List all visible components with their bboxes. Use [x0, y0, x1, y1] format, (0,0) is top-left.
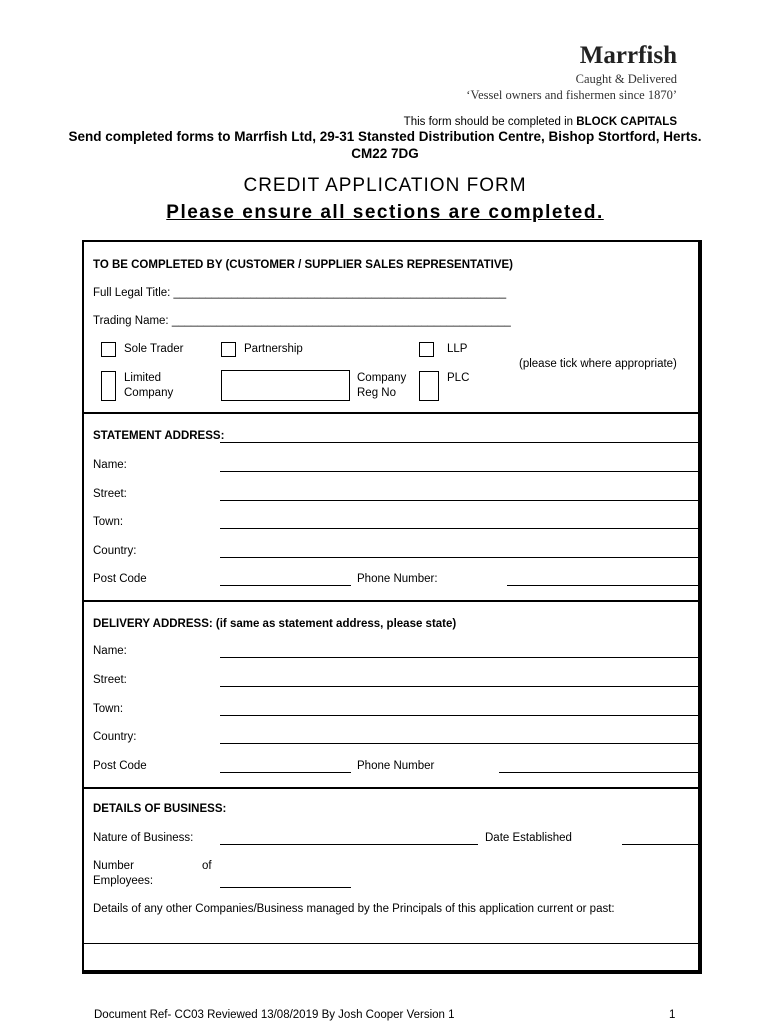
limited-company-checkbox[interactable]: [101, 371, 116, 401]
company-reg-no-input[interactable]: [221, 370, 350, 401]
delivery-country-label: Country:: [93, 731, 137, 743]
sole-trader-label: Sole Trader: [124, 343, 184, 355]
delivery-name-input[interactable]: [220, 657, 698, 658]
block-capitals-instruction: [404, 116, 677, 128]
statement-country-input[interactable]: [220, 557, 698, 558]
statement-name-label: Name:: [93, 459, 127, 471]
send-to-address: Send completed forms to Marrfish Ltd, 29-31 Stansted Distribution Centre, Bishop Stortford, Herts. CM22 7DG: [68, 129, 702, 161]
document-reference: Document Ref- CC03 Reviewed 13/08/2019 By Josh Cooper Version 1: [94, 1009, 455, 1021]
section-divider: [84, 412, 698, 414]
instruction-emphasis: BLOCK CAPITALS: [576, 116, 677, 128]
brand-name: Marrfish: [579, 42, 677, 69]
details-of-business-heading: DETAILS OF BUSINESS:: [93, 803, 227, 815]
section-divider: [84, 600, 698, 602]
nature-of-business-input[interactable]: [220, 844, 478, 845]
section-customer-heading: TO BE COMPLETED BY (CUSTOMER / SUPPLIER SALES REPRESENTATIVE): [93, 259, 514, 271]
tagline-since: ‘Vessel owners and fishermen since 1870’: [466, 88, 677, 102]
nature-of-business-label: Nature of Business:: [93, 832, 194, 844]
other-companies-label: Details of any other Companies/Business managed by the Principals of this application current or past:: [93, 903, 615, 915]
statement-postcode-label: Post Code: [93, 573, 147, 585]
delivery-town-input[interactable]: [220, 715, 698, 716]
delivery-phone-label: Phone Number: [357, 760, 435, 772]
tagline: Caught & Delivered: [575, 72, 677, 86]
statement-postcode-input[interactable]: [220, 585, 351, 586]
statement-street-label: Street:: [93, 488, 127, 500]
delivery-street-label: Street:: [93, 674, 127, 686]
credit-application-form: [82, 240, 702, 974]
instruction-prefix: This form should be completed in: [403, 116, 577, 128]
number-of-employees-input[interactable]: [220, 887, 351, 888]
sole-trader-checkbox[interactable]: [101, 342, 116, 357]
plc-label: PLC: [447, 372, 470, 384]
statement-phone-input[interactable]: [507, 585, 698, 586]
delivery-street-input[interactable]: [220, 686, 698, 687]
delivery-country-input[interactable]: [220, 743, 698, 744]
statement-town-input[interactable]: [220, 528, 698, 529]
form-subtitle: Please ensure all sections are completed.: [166, 202, 604, 223]
section-divider: [84, 787, 698, 789]
delivery-address-heading: DELIVERY ADDRESS: (if same as statement address, please state): [93, 618, 457, 630]
of-label: of: [202, 860, 212, 872]
statement-town-label: Town:: [93, 516, 124, 528]
statement-name-input[interactable]: [220, 471, 698, 472]
delivery-phone-input[interactable]: [499, 772, 698, 773]
full-legal-title-field[interactable]: Full Legal Title: ____________________________________________________: [93, 287, 507, 299]
company-label: Company: [124, 387, 174, 399]
company-reg-label-1: Company: [357, 372, 407, 384]
other-companies-input[interactable]: [84, 943, 698, 944]
partnership-label: Partnership: [244, 343, 303, 355]
date-established-label: Date Established: [485, 832, 572, 844]
page-number: 1: [669, 1009, 676, 1021]
limited-label: Limited: [124, 372, 162, 384]
delivery-postcode-label: Post Code: [93, 760, 147, 772]
number-label: Number: [93, 860, 134, 872]
llp-checkbox[interactable]: [419, 342, 434, 357]
form-title: CREDIT APPLICATION FORM: [243, 175, 527, 196]
company-reg-label-2: Reg No: [357, 387, 396, 399]
statement-address-heading: STATEMENT ADDRESS:: [93, 430, 225, 442]
statement-phone-label: Phone Number:: [357, 573, 438, 585]
date-established-input[interactable]: [622, 844, 698, 845]
statement-heading-line: [220, 442, 698, 443]
tick-note: (please tick where appropriate): [519, 358, 677, 370]
plc-checkbox[interactable]: [419, 371, 439, 401]
delivery-name-label: Name:: [93, 645, 127, 657]
employees-label: Employees:: [93, 875, 154, 887]
delivery-town-label: Town:: [93, 703, 124, 715]
delivery-postcode-input[interactable]: [220, 772, 351, 773]
trading-name-field[interactable]: Trading Name: _____________________________________________________: [93, 315, 511, 327]
llp-label: LLP: [447, 343, 468, 355]
partnership-checkbox[interactable]: [221, 342, 236, 357]
statement-street-input[interactable]: [220, 500, 698, 501]
statement-country-label: Country:: [93, 545, 137, 557]
